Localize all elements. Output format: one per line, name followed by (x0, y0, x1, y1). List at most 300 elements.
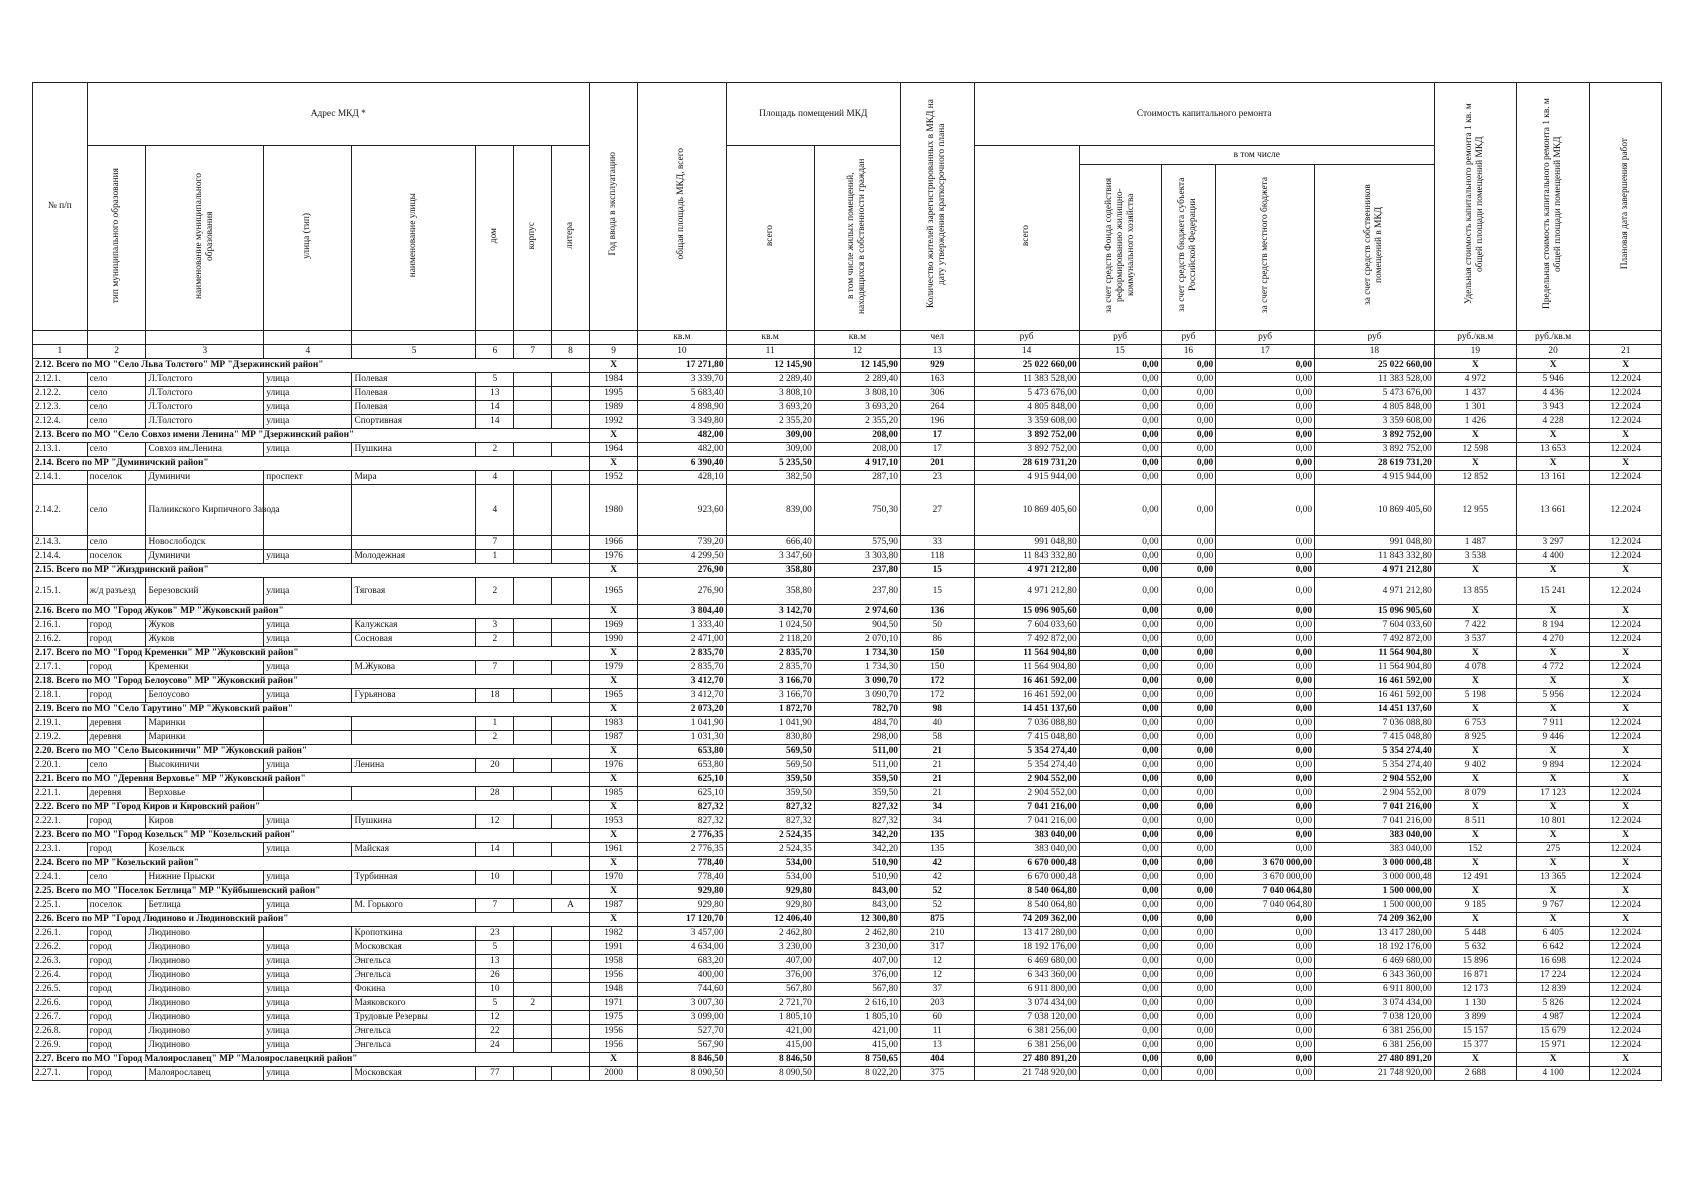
table-cell: 0,00 (1216, 927, 1315, 941)
table-cell: 12.2024 (1590, 969, 1662, 983)
col-local-header: за счет средств местного бюджета (1216, 165, 1315, 331)
group-value-cell: 0,00 (1216, 1053, 1315, 1067)
table-cell: 666,40 (726, 536, 814, 550)
table-cell: 0,00 (1216, 401, 1315, 415)
group-value-cell: X (589, 675, 637, 689)
table-cell: 0,00 (1216, 471, 1315, 485)
table-cell: 375 (900, 1067, 974, 1081)
table-cell: 34 (900, 815, 974, 829)
group-value-cell: 25 022 660,00 (1315, 359, 1435, 373)
table-cell (552, 969, 590, 983)
row-number-cell: 2.14.3. (33, 536, 88, 550)
table-cell: 6 343 360,00 (1315, 969, 1435, 983)
table-cell: улица (264, 843, 352, 857)
group-label: 2.22. Всего по МР "Город Киров и Кировский район" (33, 801, 590, 815)
table-cell: 15 241 (1516, 578, 1590, 605)
group-label: 2.14. Всего по МР "Думиничский район" (33, 457, 590, 471)
table-cell (552, 485, 590, 536)
table-cell: 750,30 (814, 485, 900, 536)
group-value-cell: 7 041 216,00 (1315, 801, 1435, 815)
table-cell: город (87, 689, 146, 703)
table-cell: 0,00 (1161, 871, 1216, 885)
group-value-cell: 7 040 064,80 (1216, 885, 1315, 899)
table-cell: 6 642 (1516, 941, 1590, 955)
table-cell: 3 359 608,00 (1315, 415, 1435, 429)
table-cell: Калужская (352, 619, 476, 633)
table-cell: А (552, 899, 590, 913)
table-cell: Думиничи (146, 550, 264, 564)
table-cell: 0,00 (1079, 485, 1161, 536)
table-cell: 7 041 216,00 (974, 815, 1079, 829)
group-value-cell: 0,00 (1079, 857, 1161, 871)
table-cell: 12.2024 (1590, 661, 1662, 675)
group-value-cell: 17 (900, 429, 974, 443)
table-cell: 0,00 (1079, 387, 1161, 401)
table-cell: село (87, 536, 146, 550)
col-house-header: дом (476, 146, 514, 331)
table-cell: 15 (900, 578, 974, 605)
table-cell (552, 415, 590, 429)
group-total-row (33, 745, 1662, 759)
table-cell: 2 (514, 997, 552, 1011)
group-value-cell: 0,00 (1161, 745, 1216, 759)
group-value-cell: 0,00 (1161, 429, 1216, 443)
table-cell: улица (264, 955, 352, 969)
row-number-cell: 2.26.3. (33, 955, 88, 969)
table-cell: 1 (476, 550, 514, 564)
group-value-cell: X (589, 885, 637, 899)
table-row (33, 550, 1662, 564)
group-value-cell: 534,00 (726, 857, 814, 871)
group-value-cell: X (1516, 829, 1590, 843)
table-cell: 0,00 (1161, 815, 1216, 829)
table-cell: 7 036 088,80 (974, 717, 1079, 731)
table-cell: 4 299,50 (638, 550, 726, 564)
table-cell: 9 185 (1434, 899, 1516, 913)
row-number-cell: 2.13.1. (33, 443, 88, 457)
table-cell: 0,00 (1161, 1025, 1216, 1039)
table-cell: 12.2024 (1590, 843, 1662, 857)
table-cell: 2 (476, 633, 514, 647)
table-row (33, 871, 1662, 885)
group-value-cell: X (1590, 857, 1662, 871)
table-cell: Людиново (146, 969, 264, 983)
group-value-cell: X (1590, 457, 1662, 471)
group-total-row (33, 913, 1662, 927)
table-cell: 7 604 033,60 (1315, 619, 1435, 633)
table-cell: улица (264, 815, 352, 829)
group-value-cell: 17 271,80 (638, 359, 726, 373)
table-cell: 20 (476, 759, 514, 773)
row-number-cell: 2.20.1. (33, 759, 88, 773)
group-value-cell: 0,00 (1079, 885, 1161, 899)
col-number: 10 (638, 345, 726, 359)
group-value-cell: X (1434, 913, 1516, 927)
table-cell: 6 381 256,00 (974, 1025, 1079, 1039)
table-cell: 0,00 (1161, 689, 1216, 703)
table-cell: Пушкина (352, 443, 476, 457)
group-value-cell: X (1434, 801, 1516, 815)
table-cell: 1987 (589, 899, 637, 913)
table-cell: 0,00 (1079, 969, 1161, 983)
table-cell: 6 911 800,00 (974, 983, 1079, 997)
group-value-cell: 929,80 (726, 885, 814, 899)
group-value-cell: 0,00 (1216, 605, 1315, 619)
table-cell: 3 339,70 (638, 373, 726, 387)
table-cell: 1984 (589, 373, 637, 387)
table-row (33, 1011, 1662, 1025)
table-cell: Жуков (146, 619, 264, 633)
table-cell: 1990 (589, 633, 637, 647)
table-cell: 18 192 176,00 (1315, 941, 1435, 955)
table-row (33, 815, 1662, 829)
table-cell: Людиново (146, 941, 264, 955)
table-cell: 13 (900, 1039, 974, 1053)
group-value-cell: 1 734,30 (814, 647, 900, 661)
table-cell: 0,00 (1216, 1067, 1315, 1081)
group-value-cell: 2 904 552,00 (974, 773, 1079, 787)
group-value-cell: 0,00 (1216, 745, 1315, 759)
table-cell: 8 090,50 (726, 1067, 814, 1081)
table-cell: 10 869 405,60 (1315, 485, 1435, 536)
table-cell: город (87, 1025, 146, 1039)
table-cell: 237,80 (814, 578, 900, 605)
group-value-cell: X (1590, 1053, 1662, 1067)
table-cell: 11 383 528,00 (1315, 373, 1435, 387)
group-value-cell: X (1590, 703, 1662, 717)
table-cell: улица (264, 401, 352, 415)
table-cell: 0,00 (1216, 661, 1315, 675)
table-cell: 0,00 (1216, 731, 1315, 745)
table-cell: 0,00 (1079, 899, 1161, 913)
table-cell: 11 564 904,80 (974, 661, 1079, 675)
group-total-row (33, 801, 1662, 815)
table-cell: 4 078 (1434, 661, 1516, 675)
group-value-cell: 3 142,70 (726, 605, 814, 619)
table-cell: 2 355,20 (726, 415, 814, 429)
group-total-row (33, 605, 1662, 619)
table-cell: 2 070,10 (814, 633, 900, 647)
table-cell: 0,00 (1079, 661, 1161, 675)
group-value-cell: 3 892 752,00 (974, 429, 1079, 443)
table-cell (514, 387, 552, 401)
table-cell: 1970 (589, 871, 637, 885)
table-cell: 18 (476, 689, 514, 703)
group-value-cell: 34 (900, 801, 974, 815)
group-value-cell: X (1516, 773, 1590, 787)
table-cell: 0,00 (1161, 550, 1216, 564)
table-cell: Турбинная (352, 871, 476, 885)
table-cell: 625,10 (638, 787, 726, 801)
group-value-cell: X (1590, 564, 1662, 578)
col-number: 8 (552, 345, 590, 359)
col-address-header: Адрес МКД * (87, 83, 589, 146)
table-cell (514, 689, 552, 703)
table-cell: 0,00 (1079, 619, 1161, 633)
table-cell: 0,00 (1216, 1011, 1315, 1025)
group-value-cell: 15 096 905,60 (1315, 605, 1435, 619)
table-cell: 1 500 000,00 (1315, 899, 1435, 913)
group-value-cell: 2 524,35 (726, 829, 814, 843)
table-cell: 5 826 (1516, 997, 1590, 1011)
table-cell: 359,50 (726, 787, 814, 801)
table-cell: Людиново (146, 997, 264, 1011)
table-cell (352, 717, 476, 731)
table-cell: 0,00 (1079, 471, 1161, 485)
table-cell: 3 670 000,00 (1216, 871, 1315, 885)
table-cell: 567,80 (814, 983, 900, 997)
table-cell: 264 (900, 401, 974, 415)
table-cell: улица (264, 578, 352, 605)
table-cell: Фокина (352, 983, 476, 997)
group-value-cell: 359,50 (814, 773, 900, 787)
table-cell: Гурьянова (352, 689, 476, 703)
table-cell: 50 (900, 619, 974, 633)
table-cell: 21 (900, 787, 974, 801)
table-row (33, 927, 1662, 941)
table-cell: 77 (476, 1067, 514, 1081)
table-row (33, 443, 1662, 457)
table-cell: город (87, 661, 146, 675)
col-litera-header: литера (552, 146, 590, 331)
table-cell: 534,00 (726, 871, 814, 885)
table-cell: 3 230,00 (726, 941, 814, 955)
table-cell: 12.2024 (1590, 955, 1662, 969)
table-cell: 0,00 (1216, 997, 1315, 1011)
table-cell: 12.2024 (1590, 536, 1662, 550)
table-cell: 163 (900, 373, 974, 387)
table-cell (552, 633, 590, 647)
table-cell: 5 (476, 997, 514, 1011)
table-cell (552, 1067, 590, 1081)
table-cell: 1971 (589, 997, 637, 1011)
table-cell: Березовский (146, 578, 264, 605)
table-cell: 0,00 (1079, 1067, 1161, 1081)
table-cell: 15 971 (1516, 1039, 1590, 1053)
table-cell: 3 230,00 (814, 941, 900, 955)
table-cell: 7 422 (1434, 619, 1516, 633)
table-cell: 2 462,80 (726, 927, 814, 941)
table-cell: 0,00 (1161, 471, 1216, 485)
table-cell: 12.2024 (1590, 387, 1662, 401)
group-value-cell: 510,90 (814, 857, 900, 871)
group-value-cell: X (1434, 857, 1516, 871)
table-cell (514, 983, 552, 997)
table-cell: 0,00 (1216, 387, 1315, 401)
table-cell: 287,10 (814, 471, 900, 485)
table-cell: 1995 (589, 387, 637, 401)
table-cell: 0,00 (1216, 969, 1315, 983)
table-cell: 0,00 (1079, 997, 1161, 1011)
table-cell (514, 759, 552, 773)
table-cell: 4 805 848,00 (974, 401, 1079, 415)
table-cell (552, 759, 590, 773)
table-cell: 210 (900, 927, 974, 941)
group-value-cell: 42 (900, 857, 974, 871)
table-cell: 196 (900, 415, 974, 429)
table-cell: Маринки (146, 717, 264, 731)
table-cell: 0,00 (1216, 415, 1315, 429)
table-cell: 0,00 (1161, 927, 1216, 941)
group-value-cell: 0,00 (1216, 675, 1315, 689)
group-value-cell: 843,00 (814, 885, 900, 899)
group-value-cell: X (1434, 773, 1516, 787)
table-row (33, 1025, 1662, 1039)
table-cell: город (87, 633, 146, 647)
table-cell: 9 446 (1516, 731, 1590, 745)
table-cell: Энгельса (352, 969, 476, 983)
table-cell: 4 987 (1516, 1011, 1590, 1025)
table-cell: 0,00 (1161, 899, 1216, 913)
group-value-cell: 17 120,70 (638, 913, 726, 927)
table-cell: 13 661 (1516, 485, 1590, 536)
table-cell: 0,00 (1079, 815, 1161, 829)
group-value-cell: 358,80 (726, 564, 814, 578)
table-cell (552, 661, 590, 675)
table-cell: село (87, 485, 146, 536)
col-number: 3 (146, 345, 264, 359)
table-cell: Палиикского Кирпичного Завода (146, 485, 264, 536)
group-value-cell: 778,40 (638, 857, 726, 871)
table-cell: 3 693,20 (726, 401, 814, 415)
col-number: 17 (1216, 345, 1315, 359)
group-value-cell: 0,00 (1079, 913, 1161, 927)
table-cell: 24 (476, 1039, 514, 1053)
table-cell: 1976 (589, 550, 637, 564)
table-cell: 8 022,20 (814, 1067, 900, 1081)
table-cell: 1969 (589, 619, 637, 633)
table-cell: 5 946 (1516, 373, 1590, 387)
group-value-cell: 208,00 (814, 429, 900, 443)
table-cell: 21 (900, 759, 974, 773)
group-value-cell: 28 619 731,20 (1315, 457, 1435, 471)
table-cell (552, 815, 590, 829)
table-cell: 12 839 (1516, 983, 1590, 997)
table-cell: село (87, 415, 146, 429)
group-value-cell: 12 300,80 (814, 913, 900, 927)
table-cell: 5 (476, 373, 514, 387)
row-number-cell: 2.26.9. (33, 1039, 88, 1053)
table-cell: город (87, 1039, 146, 1053)
group-value-cell: 0,00 (1216, 359, 1315, 373)
table-cell: 12.2024 (1590, 983, 1662, 997)
table-cell (514, 443, 552, 457)
table-cell: 17 224 (1516, 969, 1590, 983)
table-cell: 7 (476, 536, 514, 550)
table-cell: 309,00 (726, 443, 814, 457)
table-cell: 1 024,50 (726, 619, 814, 633)
table-cell: 12.2024 (1590, 899, 1662, 913)
group-value-cell: 653,80 (638, 745, 726, 759)
group-value-cell: 0,00 (1079, 1053, 1161, 1067)
table-cell: 2 904 552,00 (1315, 787, 1435, 801)
table-cell (552, 443, 590, 457)
group-value-cell: X (589, 913, 637, 927)
table-row (33, 731, 1662, 745)
table-cell: 3 359 608,00 (974, 415, 1079, 429)
group-value-cell: 0,00 (1216, 913, 1315, 927)
table-cell: 18 192 176,00 (974, 941, 1079, 955)
table-cell: 13 161 (1516, 471, 1590, 485)
table-cell: 1 426 (1434, 415, 1516, 429)
table-cell: Белоусово (146, 689, 264, 703)
table-cell: 0,00 (1079, 536, 1161, 550)
table-cell: Людиново (146, 955, 264, 969)
col-number: 1 (33, 345, 88, 359)
capital-repair-table (32, 82, 1662, 1081)
col-owners-header: за счет средств собственников помещений в МКД (1315, 165, 1435, 331)
group-value-cell: 150 (900, 647, 974, 661)
table-cell (552, 787, 590, 801)
group-value-cell: 827,32 (638, 801, 726, 815)
table-cell: 511,00 (814, 759, 900, 773)
group-value-cell: 276,90 (638, 564, 726, 578)
column-number-row (33, 345, 1662, 359)
row-number-cell: 2.27.1. (33, 1067, 88, 1081)
table-cell: 11 383 528,00 (974, 373, 1079, 387)
table-cell: 13 855 (1434, 578, 1516, 605)
table-cell: 3 166,70 (726, 689, 814, 703)
table-cell: 5 448 (1434, 927, 1516, 941)
table-cell: 16 461 592,00 (974, 689, 1079, 703)
group-value-cell: 8 750,65 (814, 1053, 900, 1067)
group-value-cell: X (589, 1053, 637, 1067)
table-cell: Ленина (352, 759, 476, 773)
group-value-cell: 0,00 (1216, 457, 1315, 471)
table-cell: улица (264, 997, 352, 1011)
group-value-cell: 0,00 (1161, 773, 1216, 787)
group-value-cell: X (589, 647, 637, 661)
table-cell: 0,00 (1079, 1039, 1161, 1053)
table-cell: 6 343 360,00 (974, 969, 1079, 983)
table-cell (552, 1011, 590, 1025)
table-cell: 0,00 (1079, 759, 1161, 773)
group-value-cell: 0,00 (1079, 675, 1161, 689)
table-cell: 12.2024 (1590, 485, 1662, 536)
row-number-cell: 2.12.3. (33, 401, 88, 415)
row-number-cell: 2.26.8. (33, 1025, 88, 1039)
table-cell: Бетлица (146, 899, 264, 913)
table-cell: 16 698 (1516, 955, 1590, 969)
group-value-cell: 0,00 (1161, 857, 1216, 871)
table-cell: 0,00 (1161, 633, 1216, 647)
table-cell: Верховье (146, 787, 264, 801)
col-mun-name-header: наименование муниципального образования (146, 146, 264, 331)
table-cell: 0,00 (1079, 941, 1161, 955)
table-cell: 3 349,80 (638, 415, 726, 429)
group-value-cell: X (1516, 913, 1590, 927)
group-value-cell: 12 406,40 (726, 913, 814, 927)
table-cell: 2 616,10 (814, 997, 900, 1011)
table-cell: 0,00 (1079, 633, 1161, 647)
table-cell: 1 301 (1434, 401, 1516, 415)
table-cell: 12.2024 (1590, 578, 1662, 605)
table-cell: 0,00 (1079, 955, 1161, 969)
col-fund-header: за счет средств Фонда содействия реформированию жилищно-коммунального хозяйства (1079, 165, 1161, 331)
table-cell: 2 (476, 731, 514, 745)
group-value-cell: X (1590, 675, 1662, 689)
group-value-cell: X (1434, 457, 1516, 471)
unit-cell: руб./кв.м (1434, 331, 1516, 345)
table-cell: 6 469 680,00 (1315, 955, 1435, 969)
col-street-name-header: наименование улицы (352, 146, 476, 331)
table-cell (514, 415, 552, 429)
table-cell: Московская (352, 1067, 476, 1081)
group-value-cell: X (1590, 801, 1662, 815)
table-cell: 3 074 434,00 (1315, 997, 1435, 1011)
table-cell (552, 387, 590, 401)
table-cell: 1961 (589, 843, 637, 857)
